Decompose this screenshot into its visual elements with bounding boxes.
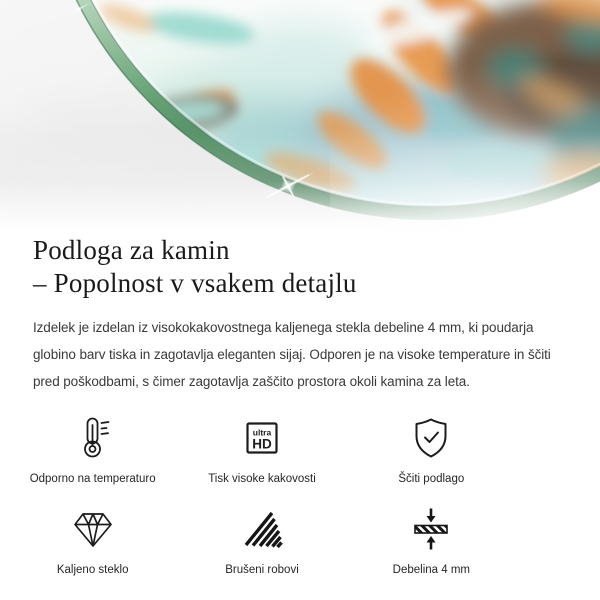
thermometer-icon (70, 415, 116, 461)
page-title-line2: – Popolnost v vsakem detajlu (33, 268, 357, 298)
feature-label: Kaljeno steklo (56, 564, 129, 576)
feature-temperature (8, 415, 177, 486)
shield-check-icon (408, 415, 454, 461)
feature-label: Debelina 4 mm (392, 564, 470, 576)
product-image (0, 0, 600, 232)
page-title (33, 234, 570, 300)
feature-grid (8, 415, 516, 577)
page-title-line1: Podloga za kamin (33, 235, 230, 265)
ultra-hd-icon (239, 415, 285, 461)
feature-label: Brušeni robovi (225, 564, 299, 576)
feature-thickness (347, 506, 516, 577)
beveled-edges-icon (239, 506, 285, 552)
feature-beveled-edges (177, 506, 346, 577)
thickness-4mm-icon (408, 506, 454, 552)
feature-protects (347, 415, 516, 486)
diamond-icon (70, 506, 116, 552)
feature-print-quality (177, 415, 346, 486)
feature-label: Ščiti podlago (398, 473, 465, 485)
feature-label: Tisk visoke kakovosti (208, 473, 316, 485)
svg-text:ultra: ultra (252, 427, 272, 438)
feature-label: Odporno na temperaturo (29, 473, 156, 485)
product-description: Izdelek je izdelan iz visokokakovostnega kaljenega stekla debeline 4 mm, ki poudarja globino barv tiska in zagotavlja eleganten sijaj. Odporen je na visoke temperature in ščiti pred poškodbami, s čimer zagotavlja zaščito prostora okoli kamina za leta. (33, 320, 551, 389)
svg-text:HD: HD (252, 436, 272, 452)
fireplace-glass-pad-photo (0, 0, 600, 232)
corner-fade (330, 30, 600, 232)
feature-tempered-glass (8, 506, 177, 577)
product-copy-section (0, 232, 600, 395)
